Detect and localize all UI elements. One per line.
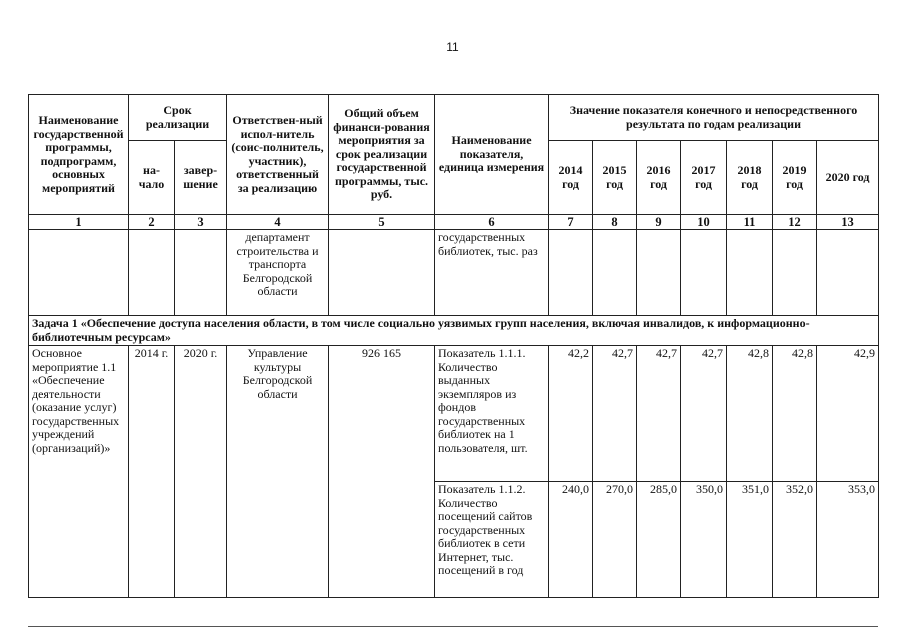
header-responsible: Ответствен-ный испол-нитель (соис-полнитель, участник), ответственный за реализацию bbox=[227, 95, 329, 215]
header-values: Значение показателя конечного и непосредственного результата по годам реализации bbox=[549, 95, 879, 141]
cont-cell bbox=[727, 230, 773, 316]
indicator-value: 42,7 bbox=[681, 346, 727, 482]
activity-name: Основное мероприятие 1.1 «Обеспечение деятельности (оказание услуг) государственных учреждений (организаций)» bbox=[29, 346, 129, 598]
header-start: на-чало bbox=[129, 141, 175, 215]
cont-responsible: департамент строительства и транспорта Белгородской области bbox=[227, 230, 329, 316]
header-year: 2014 год bbox=[549, 141, 593, 215]
column-number: 12 bbox=[773, 215, 817, 230]
column-number: 7 bbox=[549, 215, 593, 230]
column-number: 1 bbox=[29, 215, 129, 230]
indicator-value: 240,0 bbox=[549, 482, 593, 598]
header-term: Срок реализации bbox=[129, 95, 227, 141]
cont-cell bbox=[681, 230, 727, 316]
indicator-name: Показатель 1.1.1. Количество выданных экземпляров из фондов государственных библиотек на 1 пользователя, шт. bbox=[435, 346, 549, 482]
header-year: 2020 год bbox=[817, 141, 879, 215]
cont-cell bbox=[29, 230, 129, 316]
activity-start: 2014 г. bbox=[129, 346, 175, 598]
cont-cell bbox=[129, 230, 175, 316]
column-number: 5 bbox=[329, 215, 435, 230]
activity-funding: 926 165 bbox=[329, 346, 435, 598]
indicator-value: 42,8 bbox=[773, 346, 817, 482]
header-year: 2015 год bbox=[593, 141, 637, 215]
column-number: 9 bbox=[637, 215, 681, 230]
header-indicator: Наименование показателя, единица измерения bbox=[435, 95, 549, 215]
cont-cell bbox=[817, 230, 879, 316]
cont-cell bbox=[593, 230, 637, 316]
indicator-value: 42,9 bbox=[817, 346, 879, 482]
indicator-value: 42,2 bbox=[549, 346, 593, 482]
header-name: Наименование государственной программы, подпрограмм, основных мероприятий bbox=[29, 95, 129, 215]
column-number: 3 bbox=[175, 215, 227, 230]
cont-cell bbox=[175, 230, 227, 316]
indicator-value: 352,0 bbox=[773, 482, 817, 598]
header-year: 2018 год bbox=[727, 141, 773, 215]
header-year: 2019 год bbox=[773, 141, 817, 215]
column-number: 11 bbox=[727, 215, 773, 230]
cont-cell bbox=[329, 230, 435, 316]
column-number: 8 bbox=[593, 215, 637, 230]
activity-responsible: Управление культуры Белгородской области bbox=[227, 346, 329, 598]
cont-cell bbox=[773, 230, 817, 316]
cont-cell bbox=[549, 230, 593, 316]
column-number: 13 bbox=[817, 215, 879, 230]
column-number: 6 bbox=[435, 215, 549, 230]
indicators-table bbox=[28, 94, 879, 598]
page-bottom-rule bbox=[28, 626, 878, 627]
cont-cell bbox=[637, 230, 681, 316]
indicator-value: 285,0 bbox=[637, 482, 681, 598]
header-year: 2017 год bbox=[681, 141, 727, 215]
indicator-value: 42,7 bbox=[593, 346, 637, 482]
column-number: 4 bbox=[227, 215, 329, 230]
indicator-value: 42,7 bbox=[637, 346, 681, 482]
indicator-name: Показатель 1.1.2. Количество посещений сайтов государственных библиотек в сети Интернет, тыс. посещений в год bbox=[435, 482, 549, 598]
activity-end: 2020 г. bbox=[175, 346, 227, 598]
header-end: завер-шение bbox=[175, 141, 227, 215]
header-funding: Общий объем финанси-рования мероприятия за срок реализации государственной программы, тыс. руб. bbox=[329, 95, 435, 215]
task-row: Задача 1 «Обеспечение доступа населения области, в том числе социально уязвимых групп населения, включая инвалидов, к информационно-библиотечным ресурсам» bbox=[29, 316, 879, 346]
column-number: 2 bbox=[129, 215, 175, 230]
column-number: 10 bbox=[681, 215, 727, 230]
indicator-value: 353,0 bbox=[817, 482, 879, 598]
indicator-value: 351,0 bbox=[727, 482, 773, 598]
page-number: 11 bbox=[446, 40, 459, 54]
header-year: 2016 год bbox=[637, 141, 681, 215]
cont-indicator: государственных библиотек, тыс. раз bbox=[435, 230, 549, 316]
indicator-value: 270,0 bbox=[593, 482, 637, 598]
indicator-value: 350,0 bbox=[681, 482, 727, 598]
indicator-value: 42,8 bbox=[727, 346, 773, 482]
